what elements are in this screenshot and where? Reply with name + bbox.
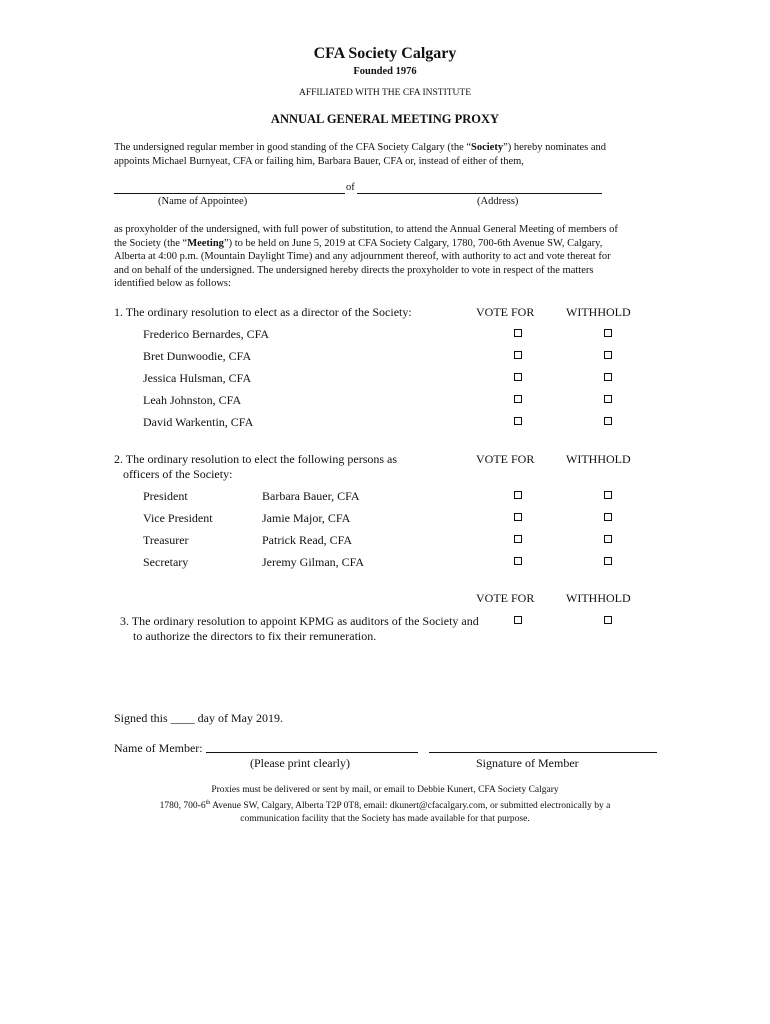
appointee-address-line[interactable] <box>357 193 602 194</box>
vote-for-checkbox[interactable] <box>514 557 522 565</box>
signed-date-line: Signed this ____ day of May 2019. <box>114 711 283 725</box>
vote-for-checkbox[interactable] <box>514 535 522 543</box>
officer-role: Treasurer <box>143 533 189 547</box>
withhold-checkbox[interactable] <box>604 329 612 337</box>
affiliation: AFFILIATED WITH THE CFA INSTITUTE <box>298 88 472 98</box>
withhold-checkbox[interactable] <box>604 373 612 381</box>
member-name-label: Name of Member: <box>114 741 203 755</box>
member-signature-line[interactable] <box>429 752 657 753</box>
vote-for-checkbox[interactable] <box>514 417 522 425</box>
withhold-header: WITHHOLD <box>566 591 631 605</box>
member-name-line[interactable] <box>206 752 418 753</box>
resolution-3-line2: to authorize the directors to fix their remuneration. <box>133 629 377 643</box>
vote-for-checkbox[interactable] <box>514 513 522 521</box>
vote-for-checkbox[interactable] <box>514 351 522 359</box>
vote-for-checkbox[interactable] <box>514 616 522 624</box>
vote-for-checkbox[interactable] <box>514 491 522 499</box>
resolution-2-line2: officers of the Society: <box>123 467 233 481</box>
society-title: CFA Society Calgary <box>313 45 457 62</box>
proxy-paragraph: as proxyholder of the undersigned, with full power of substitution, to attend the Annual General Meeting of members of the Society (the “Meeting”) to be held on June 5, 2019 at CFA Society Calgary, 1780, 700-6th Avenue SW, Calgary, Alberta at 4:00 p.m. (Mountain Daylight Time) and any adjournment thereof, with authority to act and vote thereat for and on behalf of the undersigned. The undersigned hereby directs the proxyholder to vote in respect of the matters identified below as follows: <box>114 224 618 290</box>
delivery-instructions: Proxies must be delivered or sent by mail, or email to Debbie Kunert, CFA Society Calgary 1780, 700-6th Avenue SW, Calgary, Alberta T2P 0T8, email: dkunert@cfacalgary.com, or submitted electronically by a communication facility that the Society has made available for that purpose. <box>159 785 611 825</box>
withhold-header: WITHHOLD <box>566 452 631 466</box>
withhold-checkbox[interactable] <box>604 395 612 403</box>
candidate-name: Bret Dunwoodie, CFA <box>143 349 252 363</box>
officer-name: Patrick Read, CFA <box>262 533 353 547</box>
candidate-name: Frederico Bernardes, CFA <box>143 327 270 341</box>
founded-year: Founded 1976 <box>353 66 417 77</box>
officer-role: Vice President <box>143 511 213 525</box>
vote-for-checkbox[interactable] <box>514 395 522 403</box>
resolution-3-line1: 3. The ordinary resolution to appoint KPMG as auditors of the Society and <box>120 614 479 628</box>
signature-caption: Signature of Member <box>476 756 579 770</box>
of-label: of <box>346 182 355 193</box>
vote-for-header: VOTE FOR <box>476 591 535 605</box>
vote-for-checkbox[interactable] <box>514 329 522 337</box>
vote-for-checkbox[interactable] <box>514 373 522 381</box>
resolution-2-line1: 2. The ordinary resolution to elect the following persons as <box>114 452 398 466</box>
officer-name: Barbara Bauer, CFA <box>262 489 360 503</box>
officer-role: President <box>143 489 188 503</box>
resolution-1-text: 1. The ordinary resolution to elect as a director of the Society: <box>114 305 412 319</box>
vote-for-header: VOTE FOR <box>476 452 535 466</box>
print-clearly-caption: (Please print clearly) <box>250 756 350 770</box>
form-heading: ANNUAL GENERAL MEETING PROXY <box>270 112 500 126</box>
candidate-name: David Warkentin, CFA <box>143 415 254 429</box>
intro-paragraph: The undersigned regular member in good standing of the CFA Society Calgary (the “Society”) hereby nominates and appoints Michael Burnyeat, CFA or failing him, Barbara Bauer, CFA or, instead of either of them, <box>114 142 607 167</box>
candidate-name: Jessica Hulsman, CFA <box>143 371 252 385</box>
withhold-checkbox[interactable] <box>604 513 612 521</box>
withhold-checkbox[interactable] <box>604 616 612 624</box>
withhold-checkbox[interactable] <box>604 557 612 565</box>
withhold-header: WITHHOLD <box>566 305 631 319</box>
officer-name: Jamie Major, CFA <box>262 511 351 525</box>
withhold-checkbox[interactable] <box>604 351 612 359</box>
officer-role: Secretary <box>143 555 189 569</box>
withhold-checkbox[interactable] <box>604 535 612 543</box>
appointee-name-caption: (Name of Appointee) <box>158 196 248 207</box>
officer-name: Jeremy Gilman, CFA <box>262 555 365 569</box>
withhold-checkbox[interactable] <box>604 491 612 499</box>
candidate-name: Leah Johnston, CFA <box>143 393 242 407</box>
vote-for-header: VOTE FOR <box>476 305 535 319</box>
withhold-checkbox[interactable] <box>604 417 612 425</box>
appointee-name-line[interactable] <box>114 193 345 194</box>
appointee-address-caption: (Address) <box>477 196 519 207</box>
